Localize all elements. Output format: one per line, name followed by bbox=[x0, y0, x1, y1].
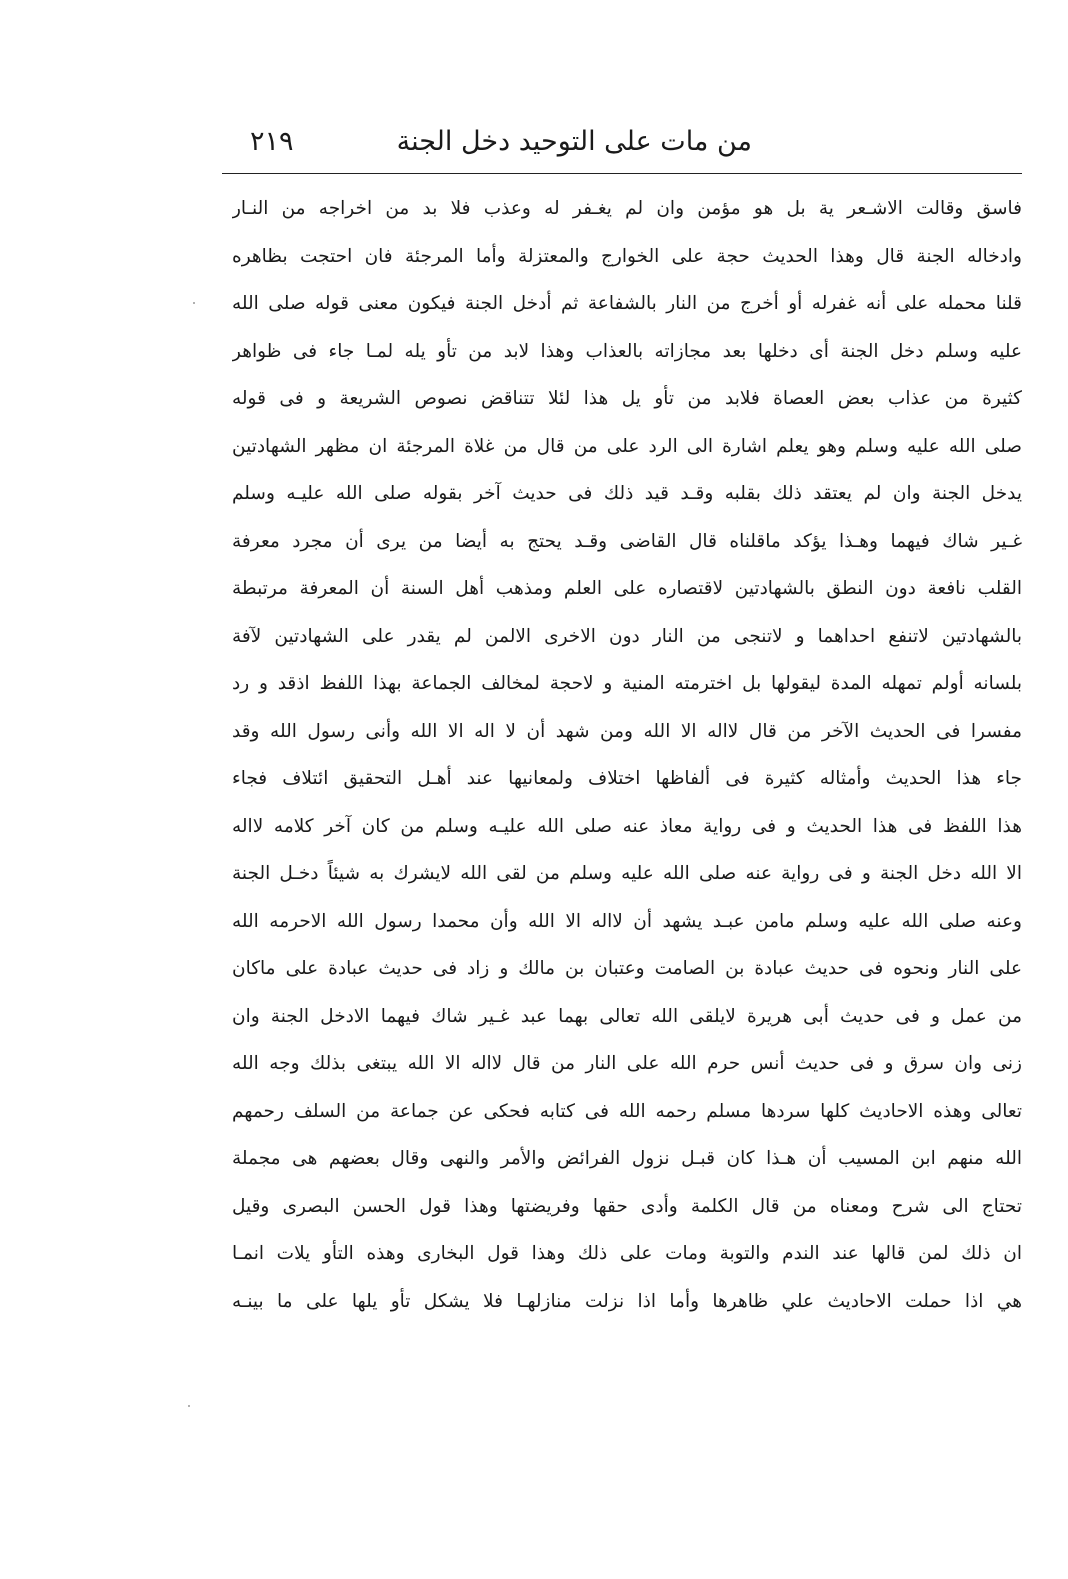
text-line: وعنه صلى الله عليه وسلم مامن عبـد يشهد أن لااله الا الله وأن محمدا رسول الله الاحرمه الله bbox=[232, 910, 1022, 932]
text-line: جاء هذا الحديث وأمثاله كثيرة فى ألفاظها اختلاف ولمعانيها عند أهـل التحقيق ائتلاف فجاء bbox=[232, 768, 1022, 789]
text-line: قلنا محمله على أنه غفرله أو أخرج من النار بالشفاعة ثم أدخل الجنة فيكون معنى قوله صلى الله bbox=[232, 293, 1022, 314]
body-text bbox=[232, 185, 1022, 1325]
header-rule bbox=[222, 173, 1022, 174]
text-line: غـير شاك فيهما وهـذا يؤكد ماقلناه قال القاضى وقـد يحتج به أيضا من يرى أن مجرد معرفة bbox=[232, 530, 1022, 552]
scan-speck bbox=[188, 1405, 190, 1407]
text-line: بالشهادتين لاتنفع احداهما و لاتنجى من النار دون الاخرى الالمن لم يقدر على الشهادتين لآفة bbox=[232, 625, 1022, 647]
text-line: كثيرة من عذاب بعض العصاة فلابد من تأو يل هذا لئلا تتناقض نصوص الشريعة و فى قوله bbox=[232, 388, 1022, 409]
text-line: يدخل الجنة وان لم يعتقد ذلك بقلبه وقـد قيد ذلك فى حديث آخر بقوله صلى الله عليـه وسلم bbox=[232, 483, 1022, 504]
text-line: هي اذا حملت الاحاديث علي ظاهرها وأما اذا نزلت منازلهـا فلا يشكل تأو يلها على ما بينـه bbox=[232, 1290, 1022, 1312]
text-line: هذا اللفظ فى هذا الحديث و فى رواية معاذ عنه صلى الله عليـه وسلم من كان آخر كلامه لااله bbox=[232, 815, 1022, 837]
text-line: القلب نافعة دون النطق بالشهادتين لاقتصاره على العلم ومذهب أهل السنة أن المعرفة مرتبطة bbox=[232, 578, 1022, 599]
text-line: الا الله دخل الجنة و فى رواية عنه صلى الله عليه وسلم من لقى الله لايشرك به شيئاً دخـل الجنة bbox=[232, 863, 1022, 884]
text-line: تحتاج الى شرح ومعناه من قال الكلمة وأدى حقها وفريضتها وهذا قول الحسن البصرى وقيل bbox=[232, 1195, 1022, 1217]
text-line: مفسرا فى الحديث الآخر من قال لااله الا الله ومن شهد أن لا اله الا الله وأنى رسول الله وقد bbox=[232, 720, 1022, 742]
scan-speck bbox=[193, 302, 195, 304]
text-line: زنى وان سرق و فى حديث أنس حرم الله على النار من قال لااله الا الله يبتغى بذلك وجه الله bbox=[232, 1053, 1022, 1074]
text-line: صلى الله عليه وسلم وهو يعلم اشارة الى الرد على من قال من غلاة المرجئة ان مظهر الشهادتين bbox=[232, 435, 1022, 457]
page-header bbox=[232, 122, 1022, 170]
text-line: وادخاله الجنة قال وهذا الحديث حجة على الخوارج والمعتزلة وأما المرجئة فان احتجت بظاهره bbox=[232, 245, 1022, 267]
text-line: عليه وسلم دخل الجنة أى دخلها بعد مجازاته بالعذاب وهذا لابد من تأو يله لمـا جاء فى ظواهر bbox=[232, 340, 1022, 362]
text-line: من عمل و فى حديث أبى هريرة لايلقى الله تعالى بهما عبد غـير شاك فيهما الادخل الجنة وان bbox=[232, 1005, 1022, 1027]
text-line: فاسق وقالت الاشـعر ية بل هو مؤمن وان لم يغـفر له وعذب فلا بد من اخراجه من النـار bbox=[232, 198, 1022, 219]
text-line: الله منهم ابن المسيب أن هـذا كان قبـل نزول الفرائض والأمر والنهى وقال بعضهم هى مجملة bbox=[232, 1148, 1022, 1169]
running-title: من مات على التوحيد دخل الجنة bbox=[396, 126, 752, 157]
text-line: تعالى وهذه الاحاديث كلها سردها مسلم رحمه الله فى كتابه فحكى عن جماعة من السلف رحمهم bbox=[232, 1100, 1022, 1122]
text-line: ان ذلك لمن قالها عند الندم والتوبة ومات على ذلك وهذا قول البخارى وهذه التأو يلات انمـا bbox=[232, 1243, 1022, 1264]
text-line: بلسانه أولم تمهله المدة ليقولها بل اخترمته المنية و لاحجة لمخالف الجماعة بهذا اللفظ اذقد و رد bbox=[232, 673, 1022, 694]
text-line: على النار ونحوه فى حديث عبادة بن الصامت وعتبان بن مالك و زاد فى حديث عبادة على ماكان bbox=[232, 958, 1022, 979]
page-number: ٢١٩ bbox=[250, 126, 294, 157]
